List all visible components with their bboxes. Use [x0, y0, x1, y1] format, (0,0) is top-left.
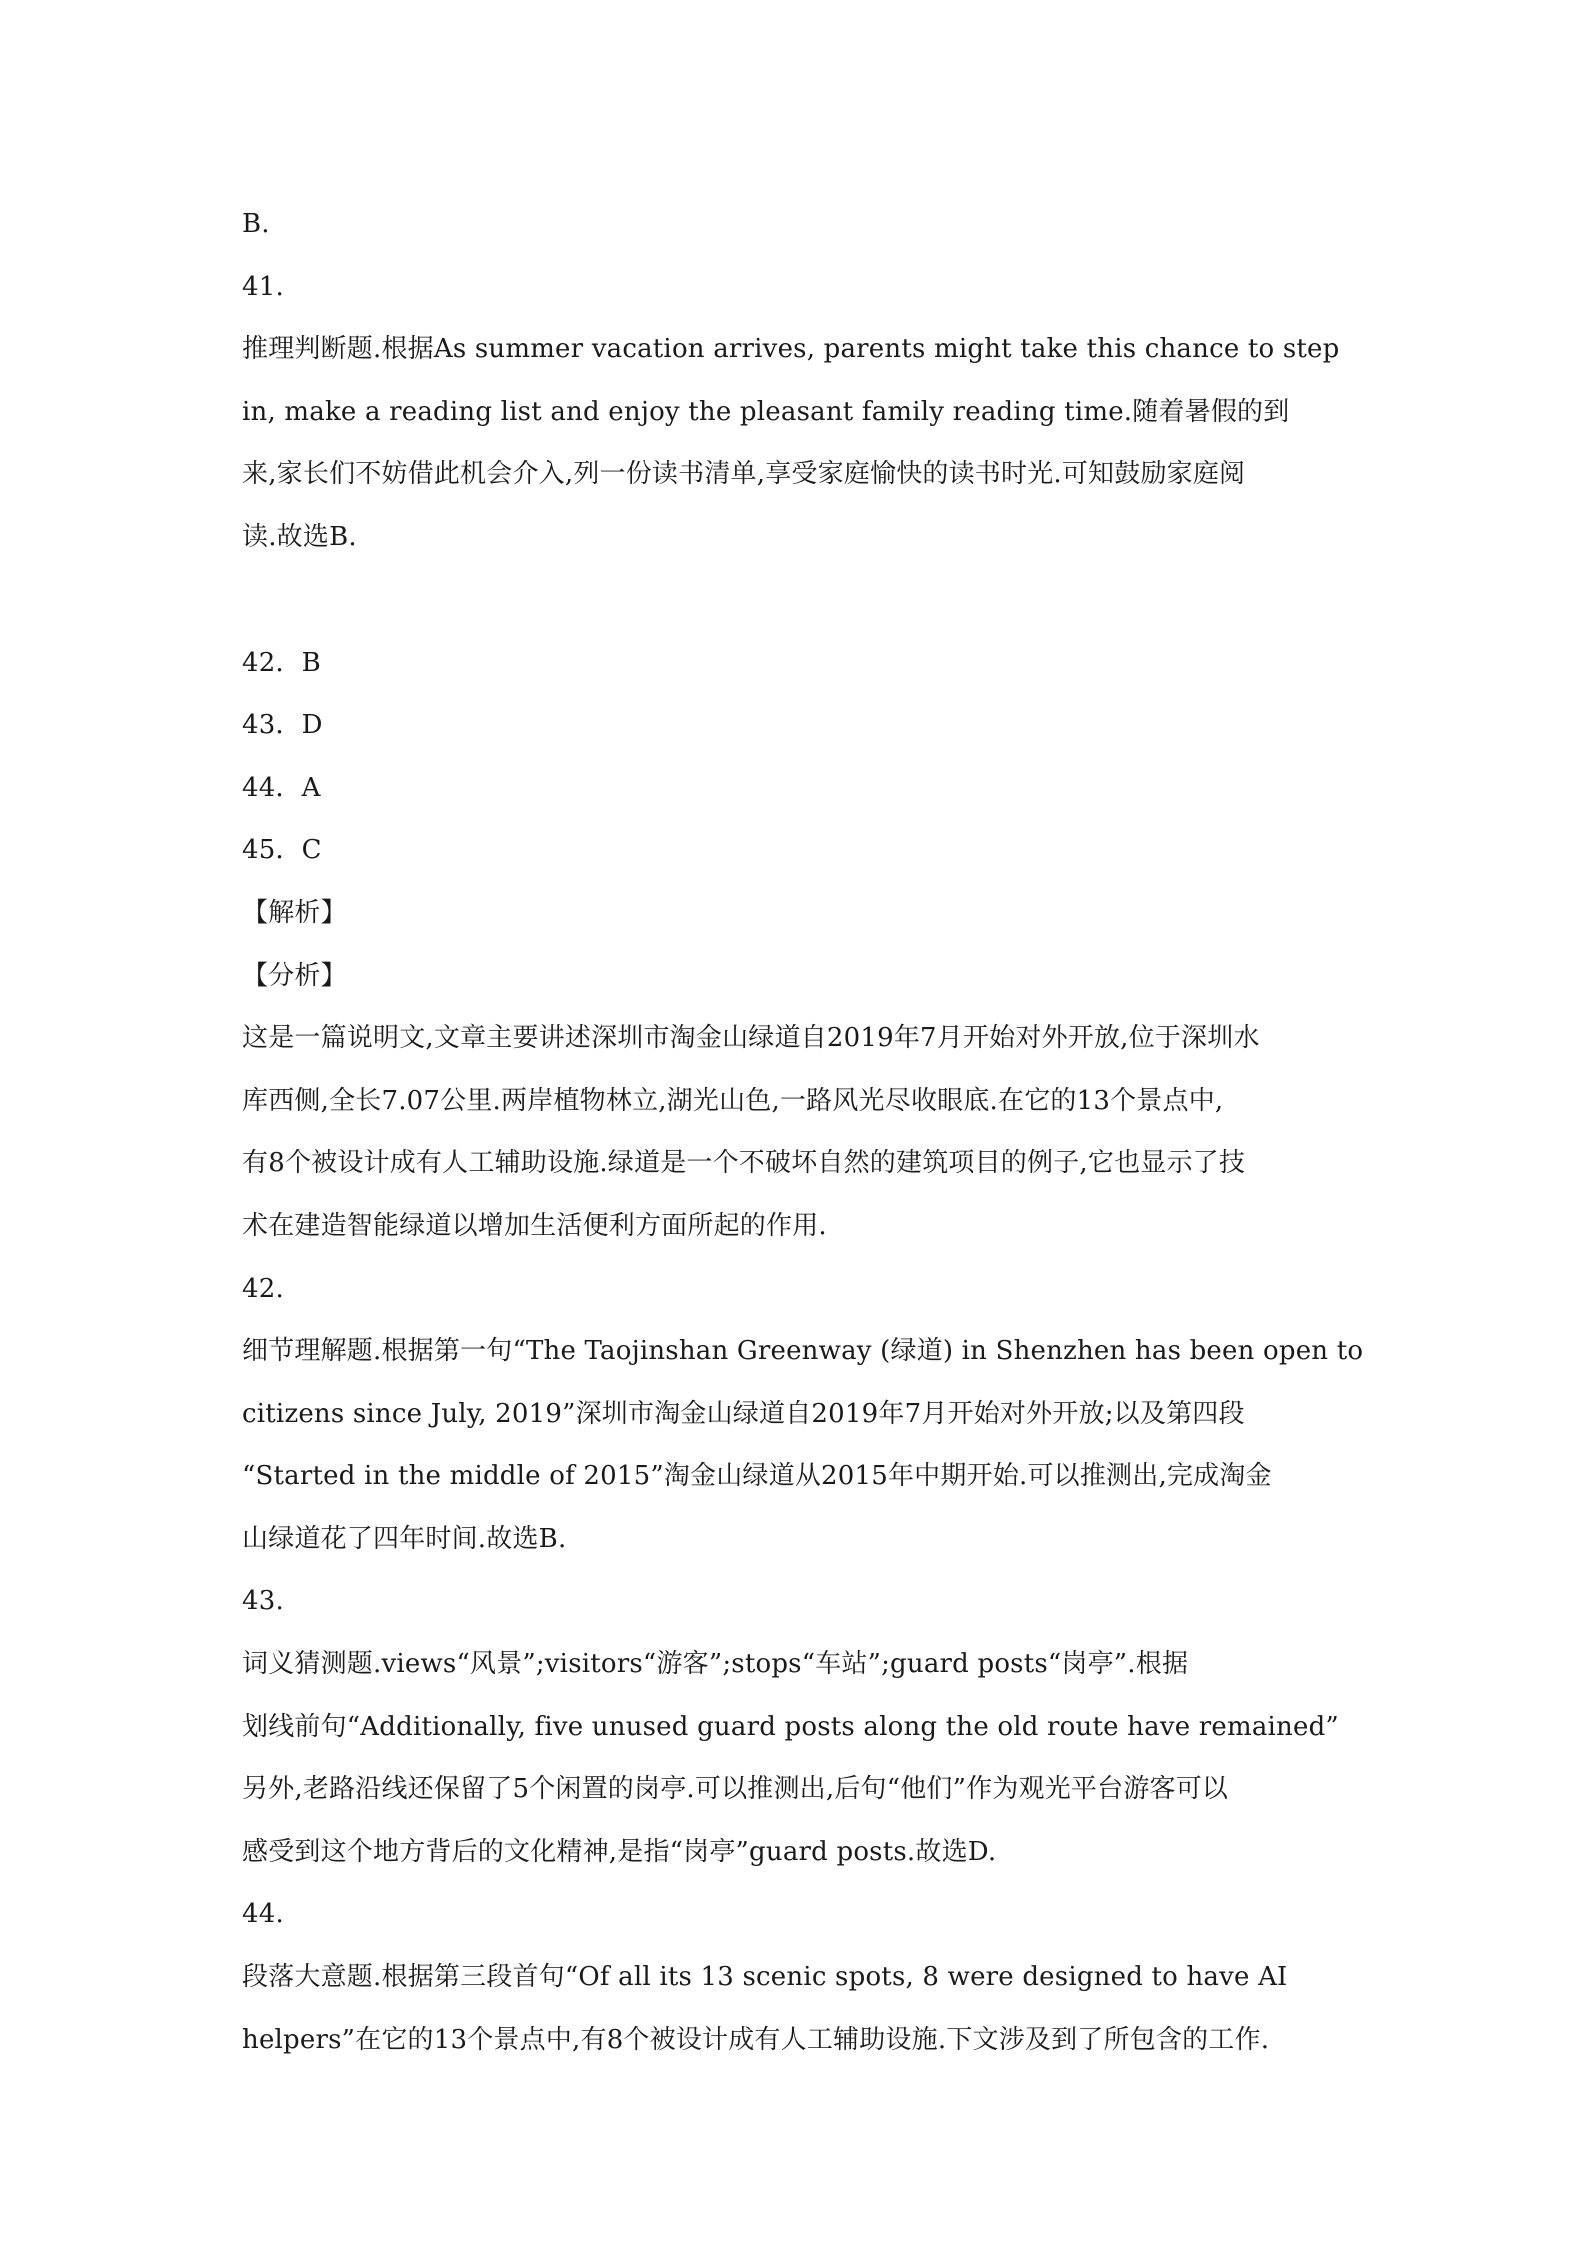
answer-key-line: 42．B: [242, 647, 321, 678]
question-number: 42.: [242, 1273, 284, 1304]
explanation-line: “Started in the middle of 2015”淘金山绿道从2015年中期开始.可以推测出,完成淘金: [242, 1461, 1272, 1492]
analysis-line: 这是一篇说明文,文章主要讲述深圳市淘金山绿道自2019年7月开始对外开放,位于深圳水: [242, 1023, 1260, 1054]
explanation-line: 细节理解题.根据第一句“The Taojinshan Greenway (绿道) in Shenzhen has been open to: [242, 1336, 1364, 1367]
explanation-line: 来,家长们不妨借此机会介入,列一份读书清单,享受家庭愉快的读书时光.可知鼓励家庭阅: [242, 459, 1246, 490]
explanation-line: 段落大意题.根据第三段首句“Of all its 13 scenic spots, 8 were designed to have AI: [242, 1962, 1288, 1993]
answer-line: B.: [242, 209, 270, 239]
explanation-line: in, make a reading list and enjoy the pleasant family reading time.随着暑假的到: [242, 396, 1290, 427]
answer-key-line: 44．A: [242, 772, 321, 803]
analysis-line: 术在建造智能绿道以增加生活便利方面所起的作用.: [242, 1210, 827, 1241]
answer-explanation-body: [242, 193, 1362, 2071]
question-number: 44.: [242, 1899, 284, 1930]
explanation-line: citizens since July, 2019”深圳市淘金山绿道自2019年7月开始对外开放;以及第四段: [242, 1398, 1245, 1429]
explanation-line: 山绿道花了四年时间.故选B.: [242, 1523, 567, 1554]
explanation-line: 读.故选B.: [242, 521, 357, 552]
question-number: 41.: [242, 271, 284, 302]
explanation-line: helpers”在它的13个景点中,有8个被设计成有人工辅助设施.下文涉及到了所包含的工作.: [242, 2024, 1270, 2055]
explanation-line: 另外,老路沿线还保留了5个闲置的岗亭.可以推测出,后句“他们”作为观光平台游客可以: [242, 1774, 1229, 1805]
analysis-line: 有8个被设计成有人工辅助设施.绿道是一个不破坏自然的建筑项目的例子,它也显示了技: [242, 1148, 1246, 1179]
question-number: 43.: [242, 1586, 284, 1617]
analysis-line: 库西侧,全长7.07公里.两岸植物林立,湖光山色,一路风光尽收眼底.在它的13个景点中,: [242, 1085, 1224, 1116]
section-heading: 【解析】: [242, 897, 347, 928]
explanation-line: 感受到这个地方背后的文化精神,是指“岗亭”guard posts.故选D.: [242, 1836, 997, 1867]
explanation-line: 词义猜测题.views“风景”;visitors“游客”;stops“车站”;guard posts“岗亭”.根据: [242, 1649, 1189, 1680]
answer-key-line: 43．D: [242, 710, 323, 741]
explanation-line: 划线前句“Additionally, five unused guard posts along the old route have remained”: [242, 1711, 1339, 1742]
section-heading: 【分析】: [242, 960, 347, 991]
explanation-line: 推理判断题.根据As summer vacation arrives, parents might take this chance to step: [242, 334, 1340, 365]
paragraph-gap: [242, 569, 1362, 632]
answer-key-line: 45．C: [242, 835, 322, 866]
